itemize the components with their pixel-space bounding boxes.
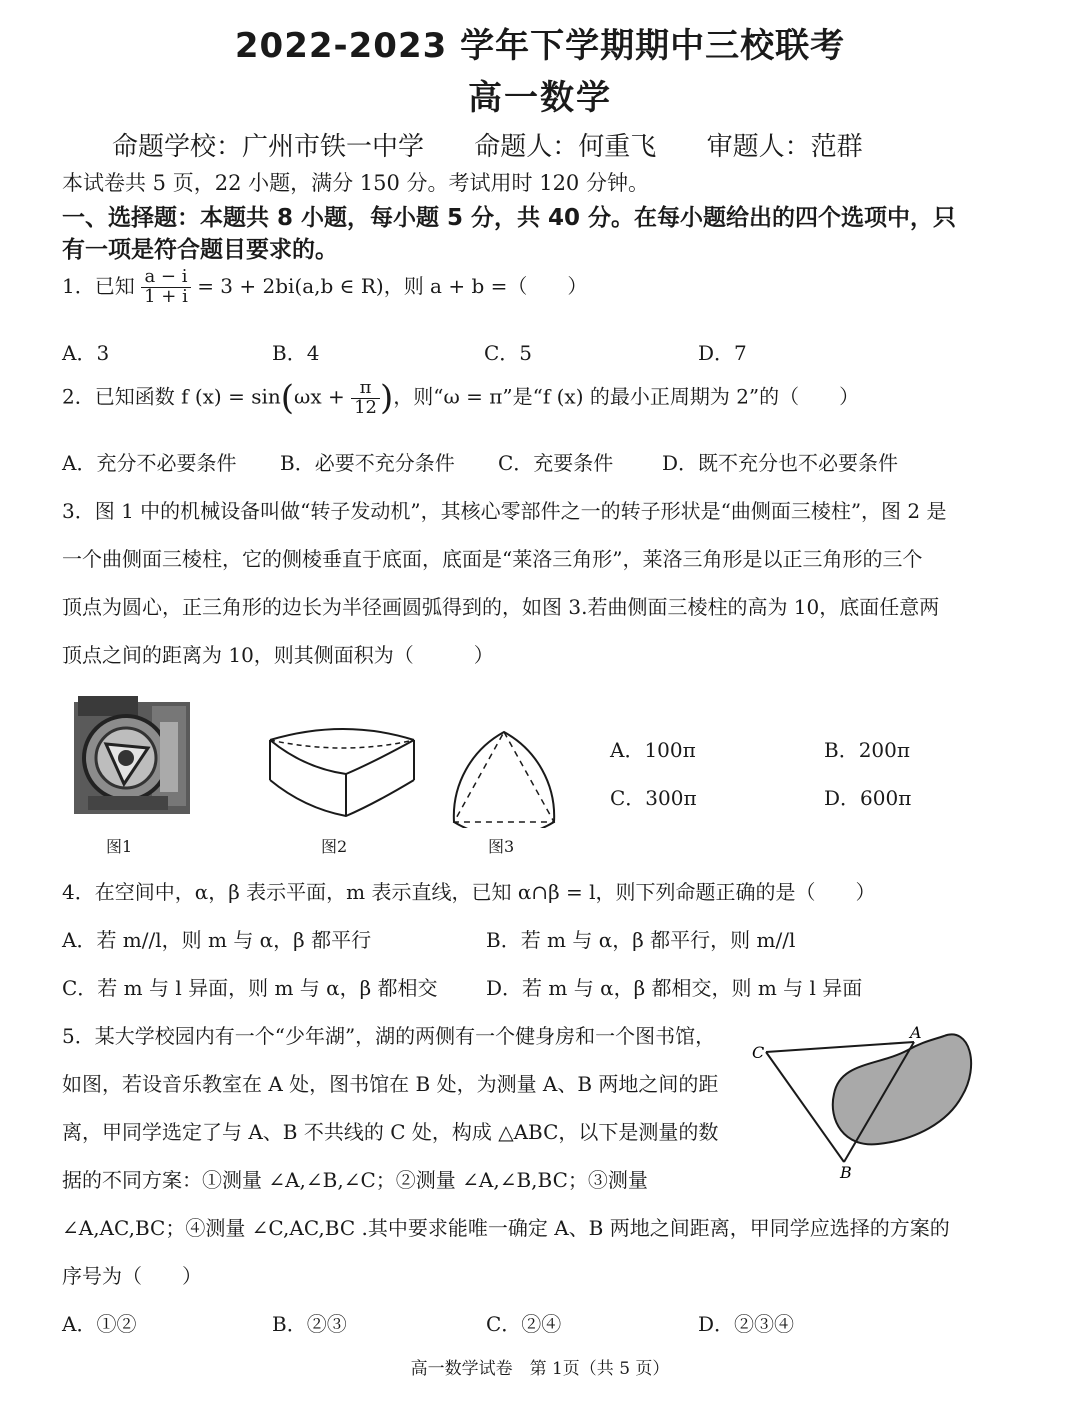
q3-option-c: C．300π: [610, 786, 697, 810]
q2-rest: ，则“ω = π”是“f (x) 的最小正周期为 2”的（ ）: [393, 384, 860, 409]
q3-line-1: 3．图 1 中的机械设备叫做“转子发动机”，其核心零部件之一的转子形状是“曲侧面三棱柱”，图 2 是: [62, 499, 947, 523]
q3-option-b: B．200π: [824, 738, 911, 762]
question-setter: 命题人：何重飞: [474, 132, 657, 162]
q2-inner: ωx +: [294, 384, 345, 409]
figure-3-reuleaux-triangle: [446, 728, 562, 828]
q1-option-d: D．7: [698, 341, 747, 365]
q4-option-c: C．若 m 与 l 异面，则 m 与 α，β 都相交: [62, 976, 438, 1000]
q2-option-d: D．既不充分也不必要条件: [662, 451, 899, 475]
q3-option-d: D．600π: [824, 786, 912, 810]
figure-1-caption: 图1: [106, 837, 133, 856]
q3-option-a: A．100π: [610, 738, 696, 762]
section1-heading-line2: 有一项是符合题目要求的。: [62, 237, 338, 263]
q5-line-6: 序号为（ ）: [62, 1264, 202, 1288]
q5-option-d: D．②③④: [698, 1312, 795, 1336]
q2-option-a: A．充分不必要条件: [62, 451, 237, 475]
q1-option-c: C．5: [484, 341, 533, 365]
q5-option-c: C．②④: [486, 1312, 562, 1336]
vertex-b-label: B: [840, 1163, 852, 1182]
q1-option-a: A．3: [62, 341, 110, 365]
figure-2-caption: 图2: [321, 837, 348, 856]
q4-option-b: B．若 m 与 α，β 都平行，则 m//l: [486, 928, 796, 952]
q3-line-3: 顶点为圆心，正三角形的边长为半径画圆弧得到的，如图 3.若曲侧面三棱柱的高为 10，底面任意两: [62, 595, 940, 619]
exam-meta: [112, 126, 905, 163]
exam-title: 2022-2023 学年下学期期中三校联考: [234, 26, 846, 66]
figure-3-caption: 图3: [488, 837, 515, 856]
exam-intro: 本试卷共 5 页，22 小题，满分 150 分。考试用时 120 分钟。: [62, 171, 649, 195]
q2-prefix: 2．已知函数 f (x) = sin: [62, 384, 281, 409]
q1-option-b: B．4: [272, 341, 320, 365]
q5-line-5: ∠A,AC,BC；④测量 ∠C,AC,BC .其中要求能唯一确定 A、B 两地之间距离，甲同学应选择的方案的: [62, 1216, 950, 1240]
q5-option-b: B．②③: [272, 1312, 347, 1336]
q4-stem: 4．在空间中，α，β 表示平面，m 表示直线，已知 α∩β = l，则下列命题正确的是（ ）: [62, 880, 876, 904]
question-2: 2．已知函数 f (x) = sin(ωx + $\frac{\pi}{12}$ )，则“ω = π”是“f (x) 的最小正周期为 2”的（ ）: [62, 376, 860, 418]
exam-subject: 高一数学: [468, 78, 612, 118]
q4-option-d: D．若 m 与 α，β 都相交，则 m 与 l 异面: [486, 976, 863, 1000]
q3-line-4: 顶点之间的距离为 10，则其侧面积为（ ）: [62, 643, 494, 667]
q2-option-c: C．充要条件: [498, 451, 614, 475]
q5-line-1: 5．某大学校园内有一个“少年湖”，湖的两侧有一个健身房和一个图书馆，: [62, 1024, 716, 1048]
question-1: [62, 268, 587, 307]
q5-triangle-lake-diagram: [748, 1022, 978, 1184]
q2-numerator: π: [351, 379, 380, 399]
q5-option-a: A．①②: [62, 1312, 137, 1336]
q5-line-3: 离，甲同学选定了与 A、B 不共线的 C 处，构成 △ABC，以下是测量的数: [62, 1120, 719, 1144]
q1-rest: = 3 + 2bi(a,b ∈ R)，则 a + b =（ ）: [197, 273, 588, 298]
q5-line-2: 如图，若设音乐教室在 A 处，图书馆在 B 处，为测量 A、B 两地之间的距: [62, 1072, 719, 1096]
question-reviewer: 审题人：范群: [706, 132, 863, 162]
setter-school: 命题学校：广州市铁一中学: [112, 132, 425, 162]
vertex-a-label: A: [910, 1023, 922, 1042]
figure-1-engine-image: [68, 692, 196, 822]
q4-option-a: A．若 m//l，则 m 与 α，β 都平行: [62, 928, 372, 952]
section1-heading-line1: 一、选择题：本题共 8 小题，每小题 5 分，共 40 分。在每小题给出的四个选项中，只: [62, 205, 957, 231]
q1-denominator: 1 + i: [144, 285, 188, 307]
q3-line-2: 一个曲侧面三棱柱，它的侧棱垂直于底面，底面是“莱洛三角形”，莱洛三角形是以正三角形的三个: [62, 547, 923, 571]
vertex-c-label: C: [752, 1043, 765, 1062]
q1-numerator: a − i: [141, 268, 191, 288]
page-footer: 高一数学试卷 第 1页（共 5 页）: [410, 1359, 670, 1379]
figure-2-curved-prism: [264, 722, 424, 822]
q2-fraction: [351, 376, 380, 418]
q5-line-4: 据的不同方案：①测量 ∠A,∠B,∠C；②测量 ∠A,∠B,BC；③测量: [62, 1168, 648, 1192]
q1-prefix: 1．已知: [62, 273, 135, 298]
q2-denominator: 12: [354, 396, 377, 418]
q2-option-b: B．必要不充分条件: [280, 451, 455, 475]
q1-fraction: [141, 268, 191, 307]
